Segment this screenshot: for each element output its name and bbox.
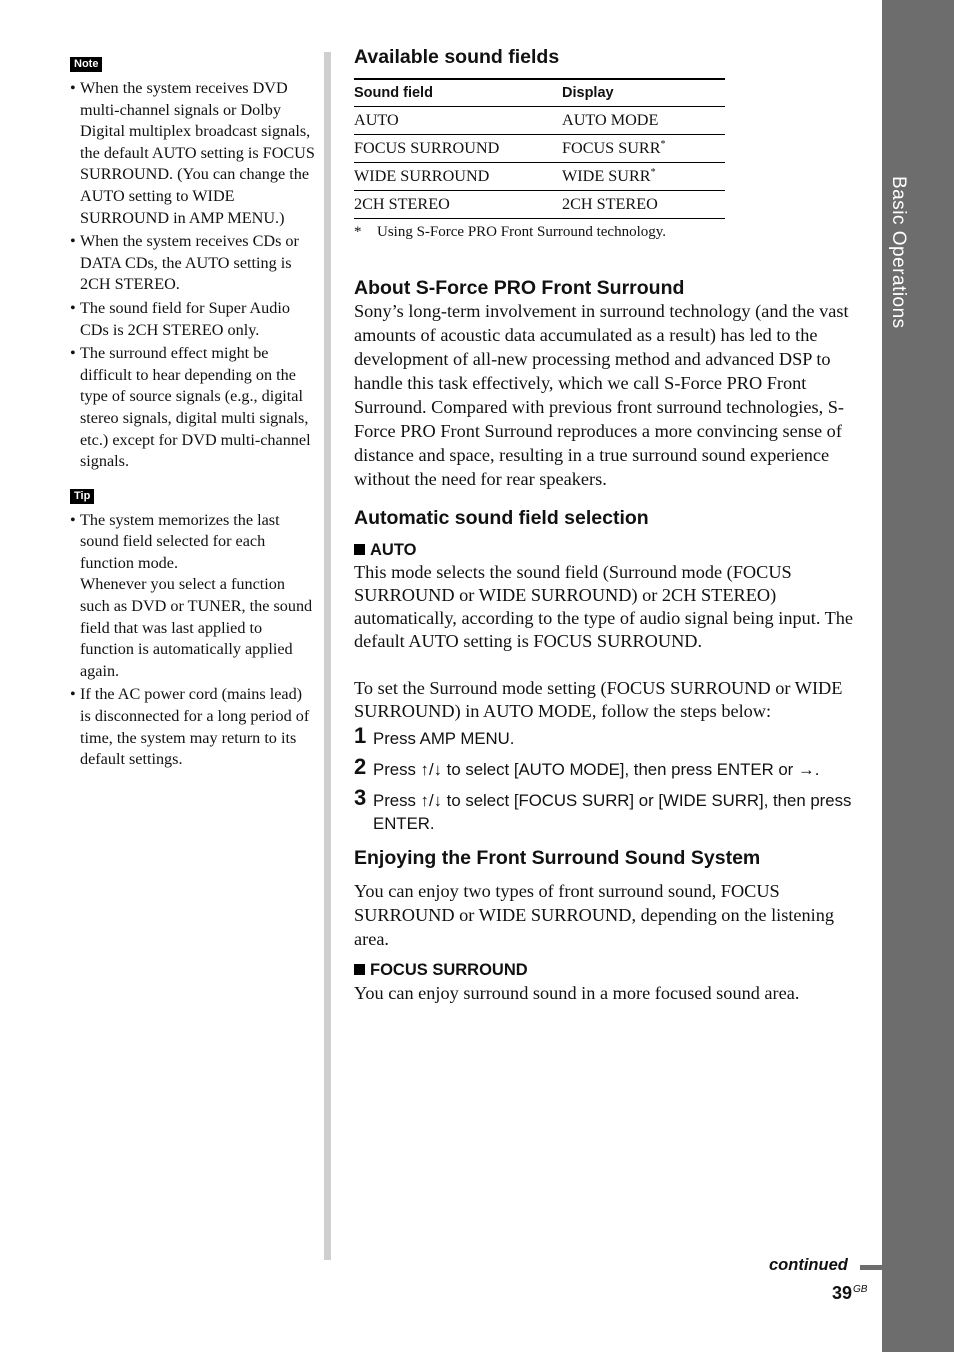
footnote-mark: * <box>660 139 666 150</box>
tip-block <box>70 486 315 771</box>
table-row <box>354 191 725 219</box>
enjoying-text: You can enjoy two types of front surround sound, FOCUS SURROUND or WIDE SURROUND, depending on the listening area. <box>354 881 835 949</box>
page-number <box>832 1283 867 1304</box>
note-item: • When the system receives DVD multi-channel signals or Dolby Digital multiplex broadcast signals, the default AUTO setting is FOCUS SURROUND. (You can change the AUTO setting to WIDE SURROUND in AMP MENU.) <box>70 78 315 229</box>
step-number: 3 <box>354 785 367 810</box>
table-row <box>354 107 725 135</box>
automatic-section <box>354 505 870 835</box>
step-text: Press ↑/↓ to select [FOCUS SURR] or [WIDE SURR], then press ENTER. <box>373 791 852 833</box>
table-footnote <box>354 223 870 241</box>
page-number-value: 39 <box>832 1283 853 1303</box>
about-section <box>354 277 870 491</box>
auto-text-2: To set the Surround mode setting (FOCUS SURROUND or WIDE SURROUND) in AUTO MODE, follow the steps below: <box>354 678 843 721</box>
step-item <box>354 754 870 781</box>
cell-field: FOCUS SURROUND <box>354 135 562 163</box>
about-heading: About S-Force PRO Front Surround <box>354 277 685 299</box>
tip-item-extra: Whenever you select a function such as DVD or TUNER, the sound field that was last applied to function is automatically applied again. <box>80 575 313 680</box>
auto-subheading <box>354 539 870 561</box>
square-bullet-icon <box>354 964 365 975</box>
step-item <box>354 723 870 750</box>
steps-list <box>354 723 870 835</box>
left-column <box>70 54 315 773</box>
note-badge: Note <box>70 57 102 72</box>
auto-text-1: This mode selects the sound field (Surround mode (FOCUS SURROUND or WIDE SURROUND) or 2CH STEREO) automatically, according to the type of audio signal being input. The default AUTO setting is FOCUS SURROUND. <box>354 562 854 651</box>
enjoying-section <box>354 845 870 1005</box>
cell-display <box>562 107 725 135</box>
cell-display <box>562 191 725 219</box>
cell-field: AUTO <box>354 107 562 135</box>
table-row <box>354 163 725 191</box>
sidebar-label-text: Basic Operations <box>888 176 909 329</box>
col-header-display: Display <box>562 79 725 107</box>
step-text: Press AMP MENU. <box>373 729 515 748</box>
tip-item <box>70 510 315 683</box>
footnote-text: Using S-Force PRO Front Surround technology. <box>377 224 667 240</box>
cell-field: WIDE SURROUND <box>354 163 562 191</box>
tip-badge: Tip <box>70 489 94 504</box>
focus-subheading-text: FOCUS SURROUND <box>370 961 528 979</box>
focus-text: You can enjoy surround sound in a more focused sound area. <box>354 983 800 1003</box>
footnote-mark: * <box>650 167 656 178</box>
footnote-star: * <box>354 224 362 240</box>
col-header-sound-field: Sound field <box>354 79 562 107</box>
cell-field: 2CH STEREO <box>354 191 562 219</box>
auto-subheading-text: AUTO <box>370 541 417 559</box>
display-text: AUTO MODE <box>562 111 659 129</box>
square-bullet-icon <box>354 544 365 555</box>
continued-label: continued <box>769 1256 848 1274</box>
display-text: WIDE SURR <box>562 167 651 185</box>
column-divider <box>324 52 331 1260</box>
continued-bar <box>860 1265 882 1270</box>
page-suffix: GB <box>853 1284 868 1295</box>
note-list <box>70 78 315 473</box>
tip-item-text: The system memorizes the last sound field selected for each function mode. <box>80 510 280 572</box>
sidebar-label <box>882 176 954 346</box>
main-column <box>354 44 870 1005</box>
table-row <box>354 135 725 163</box>
note-item: • The surround effect might be difficult to hear depending on the type of source signals (e.g., digital stereo signals, digital multi signals, etc.) except for DVD multi-channel signals. <box>70 343 315 473</box>
step-number: 1 <box>354 723 367 748</box>
focus-subheading <box>354 959 870 981</box>
note-item: • When the system receives CDs or DATA CDs, the AUTO setting is 2CH STEREO. <box>70 231 315 296</box>
table-header-row <box>354 79 725 107</box>
display-text: FOCUS SURR <box>562 139 661 157</box>
tip-list <box>70 510 315 771</box>
enjoying-heading: Enjoying the Front Surround Sound System <box>354 847 761 869</box>
cell-display <box>562 135 725 163</box>
display-text: 2CH STEREO <box>562 195 658 213</box>
cell-display <box>562 163 725 191</box>
step-text: Press ↑/↓ to select [AUTO MODE], then press ENTER or →. <box>373 760 820 779</box>
step-item <box>354 785 870 835</box>
about-text: Sony’s long-term involvement in surround technology (and the vast amounts of acoustic data accumulated as a result) has led to the development of all-new processing method and advanced DSP to handle this task effectively, which we call S-Force PRO Front Surround. Compared with previous front surround technologies, S-Force PRO Front Surround reproduces a more convincing sense of distance and space, resulting in a true surround sound experience without the need for rear speakers. <box>354 301 849 489</box>
available-heading: Available sound fields <box>354 46 560 68</box>
sound-field-table <box>354 78 725 219</box>
note-block <box>70 54 315 473</box>
note-item: • The sound field for Super Audio CDs is 2CH STEREO only. <box>70 298 315 341</box>
tip-item: • If the AC power cord (mains lead) is disconnected for a long period of time, the system may return to its default settings. <box>70 684 315 770</box>
step-number: 2 <box>354 754 367 779</box>
automatic-heading: Automatic sound field selection <box>354 507 649 529</box>
